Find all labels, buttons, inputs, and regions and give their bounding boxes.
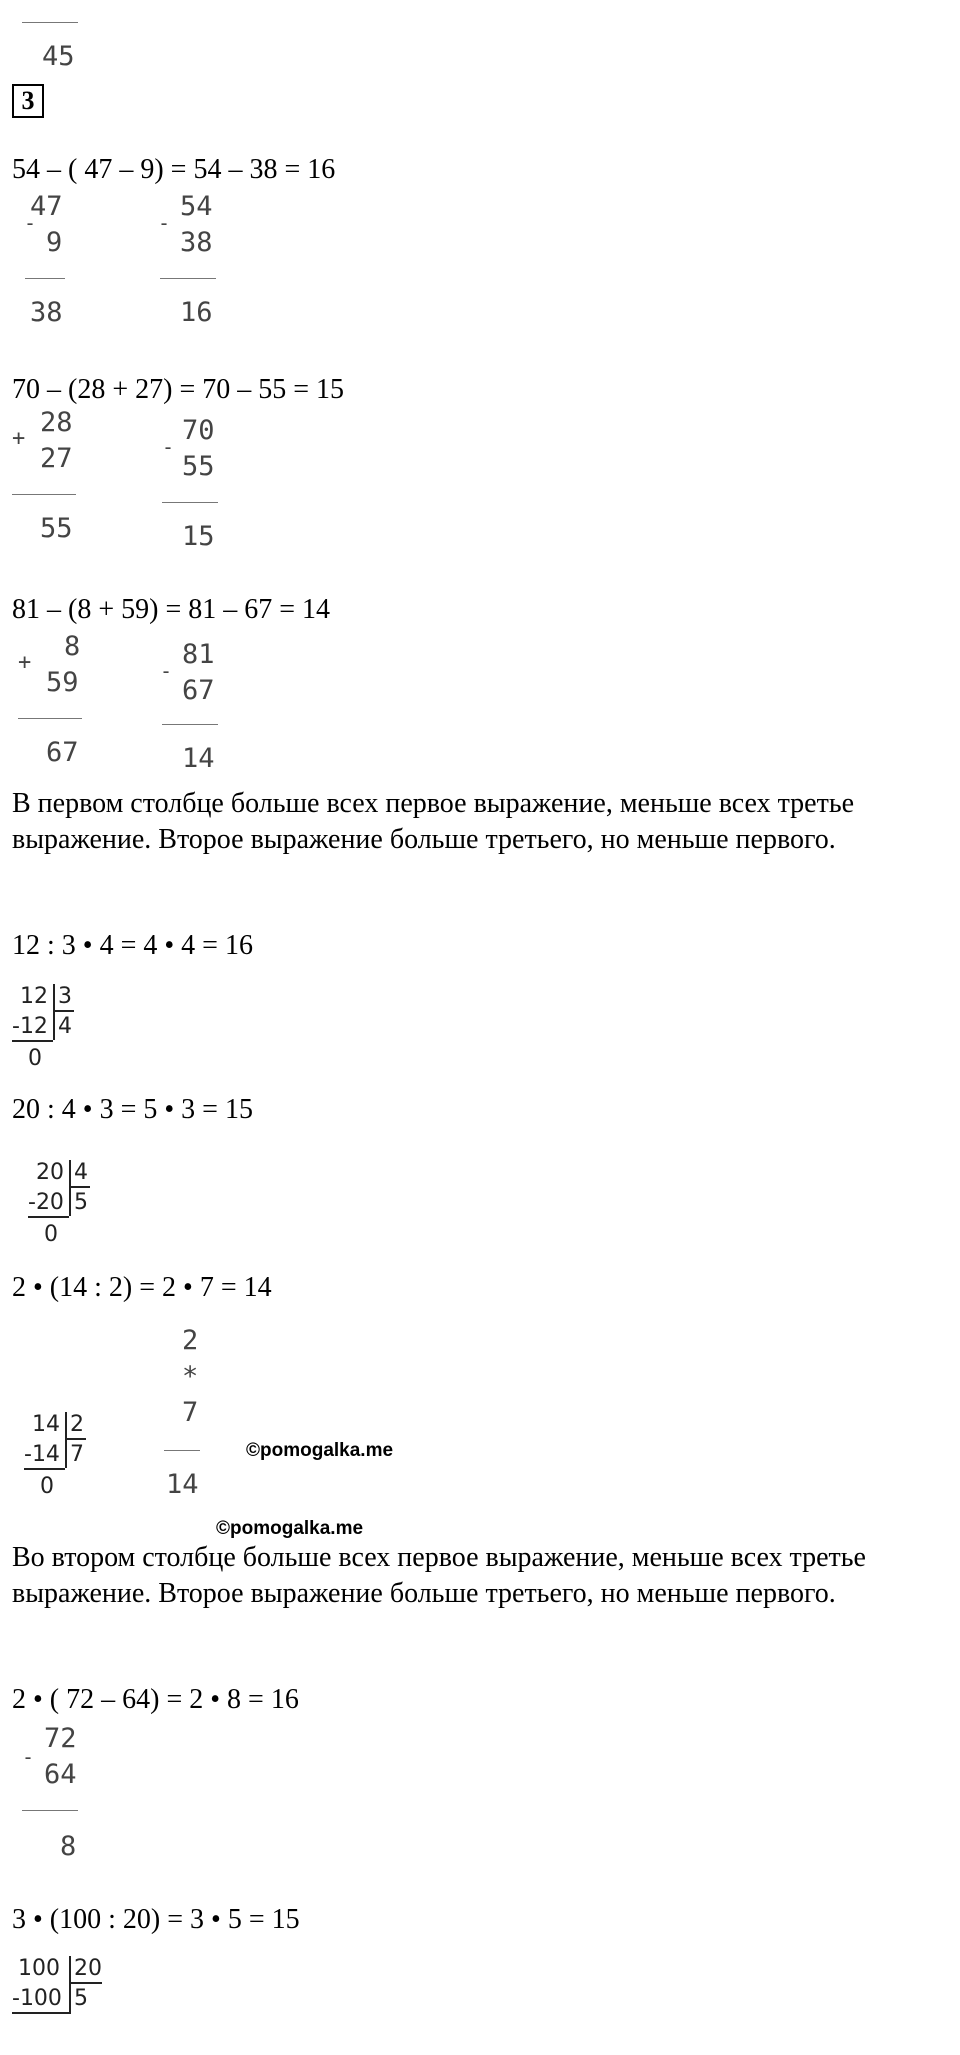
sum-line [164, 1450, 200, 1451]
task-number: 3 [12, 84, 44, 118]
subtrahend: -12 [12, 1014, 48, 1039]
multiplicand: 2 [182, 1325, 199, 1356]
subtrahend: -100 [12, 1986, 62, 2011]
divisor: 2 [70, 1412, 84, 1437]
result-value: 67 [46, 737, 79, 768]
division-bar [53, 984, 55, 1040]
divisor-underline [70, 1186, 90, 1188]
conclusion-text: Во втором столбце больше всех первое выражение, меньше всех третье выражение. Второе выражение больше третьего, но меньше первого. [12, 1542, 866, 1609]
dividend: 12 [20, 984, 48, 1009]
operand-bottom: 55 [182, 451, 215, 482]
sum-line [25, 278, 65, 279]
operator: - [22, 1745, 35, 1769]
multiply-operator: * [182, 1361, 199, 1392]
result-value: 8 [60, 1831, 77, 1862]
result-value: 14 [166, 1469, 199, 1500]
quotient: 5 [74, 1986, 88, 2011]
remainder: 0 [28, 1046, 42, 1071]
operand-top: 81 [182, 639, 215, 670]
operand-bottom: 67 [182, 675, 215, 706]
divisor-underline [54, 1010, 74, 1012]
remainder: 0 [40, 1474, 54, 1499]
watermark: ©pomogalka.me [246, 1440, 394, 1461]
multiplier: 7 [182, 1397, 199, 1428]
subtract-underline [28, 1216, 69, 1218]
division-bar [69, 1160, 71, 1216]
operator: - [158, 211, 171, 235]
result-value: 16 [180, 297, 213, 328]
operand-bottom: 27 [40, 443, 73, 474]
equation: 70 – (28 + 27) = 70 – 55 = 15 [12, 374, 345, 405]
subtrahend: -20 [28, 1190, 64, 1215]
operator: - [24, 211, 37, 235]
subtract-underline [12, 2012, 69, 2014]
operand-bottom: 38 [180, 227, 213, 258]
sum-line [22, 1810, 78, 1811]
quotient: 7 [70, 1442, 84, 1467]
sum-line [18, 718, 82, 719]
sum-line [160, 278, 216, 279]
operand-bottom: 59 [46, 667, 79, 698]
result-value: 15 [182, 521, 215, 552]
equation: 12 : 3 • 4 = 4 • 4 = 16 [12, 930, 253, 961]
divisor: 20 [74, 1956, 102, 1981]
operand-top: 47 [30, 191, 63, 222]
subtract-underline [12, 1040, 53, 1042]
quotient: 4 [58, 1014, 72, 1039]
divisor: 3 [58, 984, 72, 1009]
operator: - [162, 435, 175, 459]
watermark: ©pomogalka.me [216, 1518, 364, 1539]
quotient: 5 [74, 1190, 88, 1215]
remainder: 0 [44, 1222, 58, 1247]
equation: 54 – ( 47 – 9) = 54 – 38 = 16 [12, 154, 336, 185]
operand-top: 54 [180, 191, 213, 222]
dividend: 14 [32, 1412, 60, 1437]
equation: 20 : 4 • 3 = 5 • 3 = 15 [12, 1094, 253, 1125]
operand-bottom: 64 [44, 1759, 77, 1790]
divisor-underline [66, 1438, 86, 1440]
equation: 2 • (14 : 2) = 2 • 7 = 14 [12, 1272, 272, 1303]
result-line [22, 22, 78, 23]
sum-line [162, 502, 218, 503]
sum-line [12, 494, 76, 495]
subtrahend: -14 [24, 1442, 60, 1467]
equation: 2 • ( 72 – 64) = 2 • 8 = 16 [12, 1684, 299, 1715]
divisor: 4 [74, 1160, 88, 1185]
dividend: 20 [36, 1160, 64, 1185]
divisor-underline [70, 1982, 102, 1984]
dividend: 100 [18, 1956, 60, 1981]
operand-top: 8 [64, 631, 81, 662]
result-value: 55 [40, 513, 73, 544]
operand-top: 72 [44, 1723, 77, 1754]
operator: + [18, 650, 32, 675]
equation: 3 • (100 : 20) = 3 • 5 = 15 [12, 1904, 300, 1935]
operand-top: 70 [182, 415, 215, 446]
equation: 81 – (8 + 59) = 81 – 67 = 14 [12, 594, 331, 625]
conclusion-text: В первом столбце больше всех первое выражение, меньше всех третье выражение. Второе выражение больше третьего, но меньше первого. [12, 788, 855, 855]
division-bar [69, 1956, 71, 2014]
result-value: 45 [42, 41, 75, 72]
result-value: 14 [182, 743, 215, 774]
operator: + [12, 426, 26, 451]
operator: - [160, 659, 173, 683]
result-value: 38 [30, 297, 63, 328]
operand-top: 28 [40, 407, 73, 438]
sum-line [162, 724, 218, 725]
division-bar [65, 1412, 67, 1468]
subtract-underline [24, 1468, 65, 1470]
operand-bottom: 9 [46, 227, 63, 258]
